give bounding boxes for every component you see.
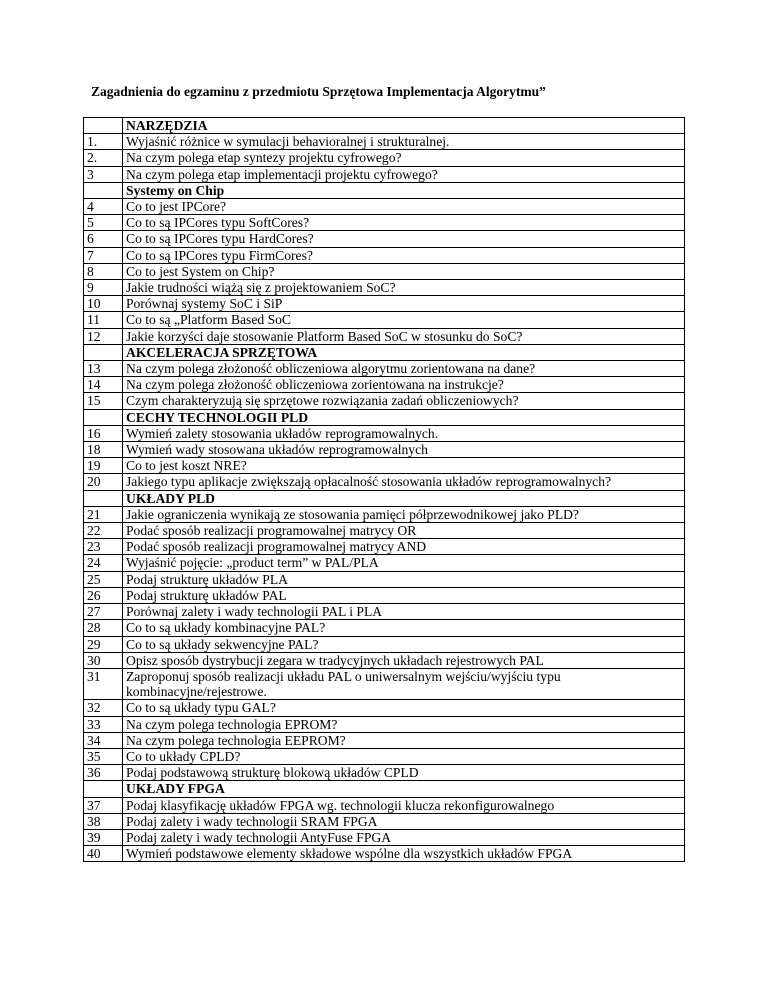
question-text: Podaj klasyfikację układów FPGA wg. technologii klucza rekonfigurowalnego (123, 797, 685, 813)
question-text: Zaproponuj sposób realizacji układu PAL o uniwersalnym wejściu/wyjściu typu kombinacyjne/rejestrowe. (123, 668, 685, 699)
questions-table-body (84, 118, 685, 862)
question-text: Na czym polega technologia EEPROM? (123, 732, 685, 748)
question-number: 36 (84, 765, 123, 781)
question-number: 19 (84, 458, 123, 474)
question-number: 14 (84, 377, 123, 393)
question-text: Na czym polega złożoność obliczeniowa algorytmu zorientowana na dane? (123, 361, 685, 377)
question-text: Jakie ograniczenia wynikają ze stosowania pamięci półprzewodnikowej jako PLD? (123, 506, 685, 522)
question-text: Opisz sposób dystrybucji zegara w tradycyjnych układach rejestrowych PAL (123, 652, 685, 668)
question-row (84, 636, 685, 652)
question-text: Co to są IPCores typu SoftCores? (123, 215, 685, 231)
question-number (84, 118, 123, 134)
section-title: UKŁADY PLD (123, 490, 685, 506)
question-text: Podaj podstawową strukturę blokową układów CPLD (123, 765, 685, 781)
question-number: 29 (84, 636, 123, 652)
question-number: 3 (84, 166, 123, 182)
question-text: Co to są układy kombinacyjne PAL? (123, 620, 685, 636)
question-row (84, 442, 685, 458)
question-number (84, 409, 123, 425)
section-title: Systemy on Chip (123, 182, 685, 198)
question-number: 23 (84, 539, 123, 555)
question-text: Co to jest koszt NRE? (123, 458, 685, 474)
question-number: 4 (84, 199, 123, 215)
question-text: Co to jest IPCore? (123, 199, 685, 215)
question-number: 34 (84, 732, 123, 748)
question-number: 38 (84, 813, 123, 829)
question-number: 30 (84, 652, 123, 668)
question-text: Co to jest System on Chip? (123, 263, 685, 279)
question-number: 2. (84, 150, 123, 166)
question-text: Wymień wady stosowana układów reprogramowalnych (123, 442, 685, 458)
question-number: 35 (84, 748, 123, 764)
question-row (84, 247, 685, 263)
question-row (84, 765, 685, 781)
question-number: 15 (84, 393, 123, 409)
question-row (84, 748, 685, 764)
question-text: Porównaj zalety i wady technologii PAL i PLA (123, 604, 685, 620)
question-row (84, 846, 685, 862)
section-header-row (84, 781, 685, 797)
question-row (84, 312, 685, 328)
question-row (84, 361, 685, 377)
question-row (84, 732, 685, 748)
question-text: Na czym polega złożoność obliczeniowa zorientowana na instrukcje? (123, 377, 685, 393)
question-text: Podaj zalety i wady technologii AntyFuse FPGA (123, 829, 685, 845)
question-number: 22 (84, 523, 123, 539)
question-number: 37 (84, 797, 123, 813)
question-number: 5 (84, 215, 123, 231)
question-text: Podać sposób realizacji programowalnej matrycy AND (123, 539, 685, 555)
question-number: 25 (84, 571, 123, 587)
question-row (84, 150, 685, 166)
question-text: Podaj strukturę układów PAL (123, 587, 685, 603)
question-text: Na czym polega technologia EPROM? (123, 716, 685, 732)
question-row (84, 199, 685, 215)
question-text: Jakiego typu aplikacje zwiększają opłacalność stosowania układów reprogramowalnych? (123, 474, 685, 490)
question-number: 16 (84, 425, 123, 441)
question-number (84, 344, 123, 360)
question-number: 18 (84, 442, 123, 458)
question-number: 28 (84, 620, 123, 636)
question-text: Na czym polega etap implementacji projektu cyfrowego? (123, 166, 685, 182)
question-text: Co to są „Platform Based SoC (123, 312, 685, 328)
document-title: Zagadnienia do egzaminu z przedmiotu Sprzętowa Implementacja Algorytmu” (91, 84, 546, 99)
question-number: 32 (84, 700, 123, 716)
question-text: Co to są IPCores typu FirmCores? (123, 247, 685, 263)
question-row (84, 668, 685, 699)
question-row (84, 523, 685, 539)
question-number: 1. (84, 134, 123, 150)
question-number (84, 490, 123, 506)
question-text: Na czym polega etap syntezy projektu cyfrowego? (123, 150, 685, 166)
question-row (84, 215, 685, 231)
question-text: Jakie korzyści daje stosowanie Platform Based SoC w stosunku do SoC? (123, 328, 685, 344)
question-text: Podać sposób realizacji programowalnej matrycy OR (123, 523, 685, 539)
question-row (84, 425, 685, 441)
section-header-row (84, 344, 685, 360)
question-number (84, 781, 123, 797)
section-title: UKŁADY FPGA (123, 781, 685, 797)
question-text: Wyjaśnić pojęcie: „product term” w PAL/PLA (123, 555, 685, 571)
questions-table (83, 117, 685, 862)
question-row (84, 587, 685, 603)
question-number: 31 (84, 668, 123, 699)
question-number: 7 (84, 247, 123, 263)
question-text: Wyjaśnić różnice w symulacji behavioralnej i strukturalnej. (123, 134, 685, 150)
question-text: Co to są układy sekwencyjne PAL? (123, 636, 685, 652)
question-row (84, 652, 685, 668)
question-row (84, 604, 685, 620)
question-row (84, 571, 685, 587)
question-text: Wymień zalety stosowania układów reprogramowalnych. (123, 425, 685, 441)
section-header-row (84, 118, 685, 134)
question-text: Co to są IPCores typu HardCores? (123, 231, 685, 247)
question-number: 13 (84, 361, 123, 377)
section-header-row (84, 490, 685, 506)
question-number: 26 (84, 587, 123, 603)
question-number: 11 (84, 312, 123, 328)
question-text: Co to są układy typu GAL? (123, 700, 685, 716)
question-row (84, 829, 685, 845)
question-row (84, 716, 685, 732)
question-row (84, 134, 685, 150)
question-row (84, 797, 685, 813)
section-title: AKCELERACJA SPRZĘTOWA (123, 344, 685, 360)
question-number: 6 (84, 231, 123, 247)
question-row (84, 231, 685, 247)
question-row (84, 700, 685, 716)
question-text: Wymień podstawowe elementy składowe wspólne dla wszystkich układów FPGA (123, 846, 685, 862)
question-number: 12 (84, 328, 123, 344)
question-number (84, 182, 123, 198)
section-title: CECHY TECHNOLOGII PLD (123, 409, 685, 425)
question-row (84, 620, 685, 636)
question-text: Porównaj systemy SoC i SiP (123, 296, 685, 312)
question-number: 10 (84, 296, 123, 312)
question-row (84, 263, 685, 279)
question-text: Czym charakteryzują się sprzętowe rozwiązania zadań obliczeniowych? (123, 393, 685, 409)
question-text: Podaj strukturę układów PLA (123, 571, 685, 587)
question-row (84, 506, 685, 522)
question-number: 40 (84, 846, 123, 862)
question-row (84, 813, 685, 829)
question-row (84, 555, 685, 571)
question-row (84, 280, 685, 296)
question-text: Podaj zalety i wady technologii SRAM FPGA (123, 813, 685, 829)
question-number: 20 (84, 474, 123, 490)
question-number: 9 (84, 280, 123, 296)
question-number: 39 (84, 829, 123, 845)
section-title: NARZĘDZIA (123, 118, 685, 134)
section-header-row (84, 182, 685, 198)
question-row (84, 166, 685, 182)
question-text: Jakie trudności wiążą się z projektowaniem SoC? (123, 280, 685, 296)
question-row (84, 328, 685, 344)
question-number: 33 (84, 716, 123, 732)
question-number: 24 (84, 555, 123, 571)
question-row (84, 296, 685, 312)
question-number: 27 (84, 604, 123, 620)
question-row (84, 393, 685, 409)
question-number: 21 (84, 506, 123, 522)
section-header-row (84, 409, 685, 425)
question-text: Co to układy CPLD? (123, 748, 685, 764)
question-row (84, 474, 685, 490)
question-number: 8 (84, 263, 123, 279)
question-row (84, 539, 685, 555)
question-row (84, 458, 685, 474)
question-row (84, 377, 685, 393)
